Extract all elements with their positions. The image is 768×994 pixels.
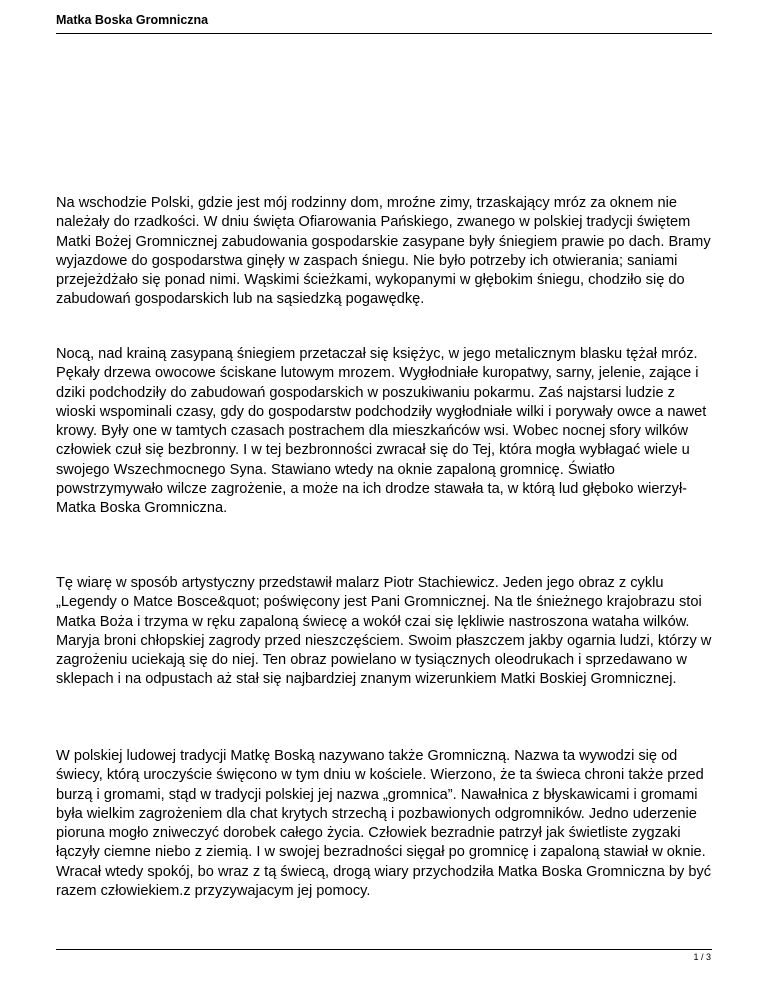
footer-divider: [56, 949, 712, 950]
paragraph-gromnica-candle: W polskiej ludowej tradycji Matkę Boską nazywano także Gromniczną. Nazwa ta wywodzi się od świecy, którą uroczyście święcono w tym dniu w kościele. Wierzono, że ta świeca chroni także przed burzą i gromami, stąd w tradycji polskiej jej nazwa „gromnica”. Nawałnica z błyskawicami i gromami była wielkim zagrożeniem dla chat krytych strzechą i pozbawionych odgromników. Jedno uderzenie pioruna mogło zniweczyć dorobek całego życia. Człowiek bezradnie patrzył jak świetliste zygzaki łączyły ciemne niebo z ziemią. I w swojej bezradności sięgał po gromnicę i zapaloną stawiał w oknie. Wracał wtedy spokój, bo wraz z tą świecą, drogą wiary przychodziła Matka Boska Gromniczna by być razem człowiekiem.z przyzywajacym jej pomocy.: [56, 748, 712, 899]
document-title: Matka Boska Gromniczna: [56, 13, 209, 27]
paragraph-winter-home: Na wschodzie Polski, gdzie jest mój rodzinny dom, mroźne zimy, trzaskający mróz za oknem nie należały do rzadkości. W dniu święta Ofiarowania Pańskiego, zwanego w polskiej tradycji świętem Matki Bożej Gromnicznej zabudowania gospodarskie zasypane były śniegiem prawie po dach. Bramy wyjazdowe do gospodarstwa ginęły w zaspach śniegu. Nie było potrzeby ich otwierania; saniami przejeżdżało się ponad nimi. Wąskimi ścieżkami, wykopanymi w głębokim śniegu, chodziło się do zabudowań gospodarskich lub na sąsiedzką pogawędkę.: [56, 195, 711, 308]
page-number: 1 / 3: [693, 952, 711, 962]
paragraph-night-wolves: Nocą, nad krainą zasypaną śniegiem przetaczał się księżyc, w jego metalicznym blasku tężał mróz. Pękały drzewa owocowe ściskane lutowym mrozem. Wygłodniałe kuropatwy, sarny, jelenie, zające i dziki podchodziły do zabudowań gospodarskich w poszukiwaniu pokarmu. Zaś najstarsi ludzie z wioski wspominali czasy, gdy do gospodarstw podchodziły wygłodniałe wilki i porywały owce a nawet krowy. Były one w tamtych czasach postrachem dla mieszkańców wsi. Wobec nocnej sfory wilków człowiek czuł się bezbronny. I w tej bezbronności zwracał się do Tej, która mogła wybłagać wiele u swojego Wszechmocnego Syna. Stawiano wtedy na oknie zapaloną gromnicę. Światło powstrzymywało wilcze zagrożenie, a może na ich drodze stawała ta, w którą lud głęboko wierzył- Matka Boska Gromniczna.: [56, 346, 707, 516]
paragraph-stachiewicz-painting: Tę wiarę w sposób artystyczny przedstawił malarz Piotr Stachiewicz. Jeden jego obraz z cyklu „Legendy o Matce Bosce&quot; poświęcony jest Pani Gromnicznej. Na tle śnieżnego krajobrazu stoi Matka Boża i trzyma w ręku zapaloną świecę a wokół czai się lękliwie nastroszona wataha wilków. Maryja broni chłopskiej zagrody przed nieszczęściem. Swoim płaszczem jakby ogarnia ludzi, którzy w zagrożeniu uciekają się do niej. Ten obraz powielano w tysiącznych oleodrukach i sprzedawano w sklepach i na odpustach aż stał się najbardziej znanym wizerunkiem Matki Boskiej Gromnicznej.: [56, 575, 712, 688]
page-header: [56, 8, 712, 34]
